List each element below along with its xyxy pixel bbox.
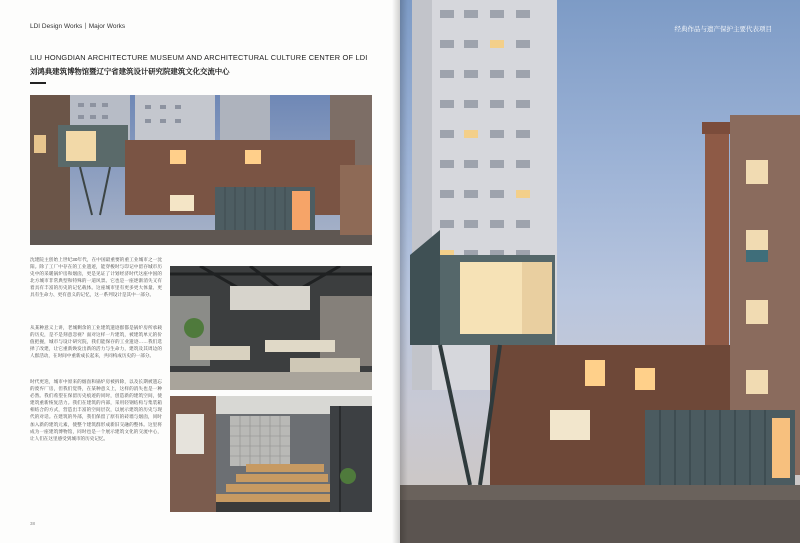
- title-chinese: 刘鸿典建筑博物馆暨辽宁省建筑设计研究院建筑文化交流中心: [30, 67, 230, 76]
- gallery-interior-photo: [170, 266, 372, 390]
- running-head-left: LDI Design Works丨Major Works: [30, 23, 126, 30]
- page-number: 38: [30, 521, 36, 526]
- body-paragraph-1: 沈建院主创始上世纪30年代，在中国最重要的重工业城市之一沈阳。除了工厂中存在的工业遗迹，能穿梭时与印记中留存城市历史中的采暖锅炉房和烟囱，更是见证了计划经济时代这座中国的北方城市非常典型和特殊的一道风景。它也是一座逐渐消失又有着具有丰富的历史的记忆载体。这座城市里有更多更大体量、更具有生命力、更有意义的记忆，这一系列设计是其中一部分。: [30, 257, 162, 298]
- body-paragraph-2: 从某种意义上讲，老城剩余的工业建筑遗迹群都是锅炉房所承载的历史，是不是刻意忽视？面对这样一片建筑，被建筑单元的价值把握，城市与设计研究院，我们能保存的工业遗迹……我们选择了改建，让它重新焕发出新的活力与生命力，建筑及其周边的人群活动，在时间中重新成长起来，共同构成历史的一部分。: [30, 325, 162, 359]
- fullbleed-exterior-photo: [400, 0, 800, 543]
- right-page-photo: [400, 0, 800, 543]
- running-head-right: 经典作品与遗产保护主要代表项目: [674, 26, 772, 33]
- title-rule: [30, 82, 46, 84]
- exterior-dusk-photo: [30, 95, 372, 245]
- stair-interior-photo: [170, 396, 372, 512]
- title-english: LIU HONGDIAN ARCHITECTURE MUSEUM AND ARCHITECTURAL CULTURE CENTER OF LDI: [30, 53, 368, 62]
- body-paragraph-3: 时代更迭，城市中原来的烟囱和锅炉房被拆除，以及长期被遗忘的废弃厂房，但我们觉得，在某种意义上，这样的消失也是一种必然。我们希望在保留历史痕迹的同时，创造新的建筑空间，使建筑重新恢复活力。我们在建筑的内部，采用轻钢结构与集装箱相结合的方式，营造出丰富的空间层次，以展示建筑的历史与现代的对话。在建筑的外部，我们保留了原有的砖墙与烟囱，同时加入新的建筑元素，使整个建筑群形成新旧交融的整体。这里将成为一座建筑博物馆，同时也是一个展示建筑文化的交流中心，让人们在这里感受到城市的历史记忆。: [30, 379, 162, 441]
